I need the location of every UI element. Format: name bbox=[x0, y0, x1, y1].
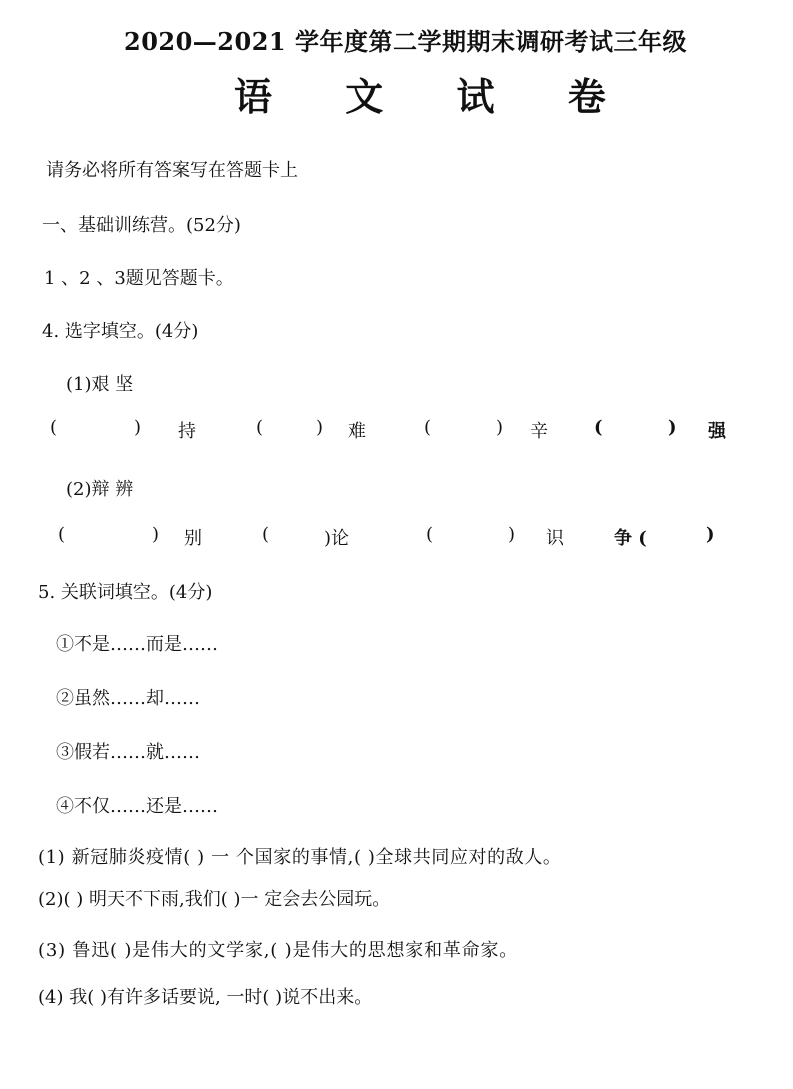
char-nan: 难 bbox=[348, 421, 366, 442]
q4-group2-label: (2)辩 辨 bbox=[66, 479, 134, 500]
q5-sentence: (2)( ) 明天不下雨,我们( )一 定会去公园玩。 bbox=[38, 889, 391, 910]
q4-heading: 4. 选字填空。(4分) bbox=[42, 321, 199, 342]
q5-sentence: (3) 鲁迅( )是伟大的文学家,( )是伟大的思想家和革命家。 bbox=[38, 940, 519, 961]
q4-group1-label: (1)艰 坚 bbox=[66, 374, 134, 395]
char-chi: 持 bbox=[178, 421, 196, 442]
paren-close: ) bbox=[496, 417, 504, 438]
paren-close: ) bbox=[134, 417, 142, 438]
exam-subtitle: 语 文 试 卷 bbox=[234, 74, 636, 119]
paren-close: ) bbox=[706, 524, 715, 545]
paren-close: ) bbox=[508, 524, 516, 545]
paren-open: ( bbox=[594, 417, 603, 438]
section1-note: 1 、2 、3题见答题卡。 bbox=[44, 268, 234, 289]
q5-option: ④不仅……还是…… bbox=[56, 796, 218, 817]
char-zheng: 争 ( bbox=[614, 528, 647, 549]
char-qiang: 强 bbox=[708, 421, 726, 442]
paren-open: ( bbox=[50, 417, 58, 438]
char-shi: 识 bbox=[546, 528, 564, 549]
q5-option: ①不是……而是…… bbox=[56, 634, 218, 655]
char-lun: )论 bbox=[324, 528, 350, 549]
instructions: 请务必将所有答案写在答题卡上 bbox=[46, 160, 298, 181]
section1-heading: 一、基础训练营。(52分) bbox=[42, 215, 241, 236]
paren-close: ) bbox=[316, 417, 324, 438]
paren-close: ) bbox=[152, 524, 160, 545]
exam-title: 2020—2021 学年度第二学期期末调研考试三年级 bbox=[124, 27, 687, 56]
q5-option: ③假若……就…… bbox=[56, 742, 200, 763]
paren-open: ( bbox=[256, 417, 264, 438]
q5-heading: 5. 关联词填空。(4分) bbox=[38, 582, 213, 603]
q5-sentence: (1) 新冠肺炎疫情( ) 一 个国家的事情,( )全球共同应对的敌人。 bbox=[38, 847, 562, 868]
char-xin: 辛 bbox=[530, 421, 548, 442]
paren-open: ( bbox=[426, 524, 434, 545]
q5-option: ②虽然……却…… bbox=[56, 688, 200, 709]
char-bie: 别 bbox=[184, 528, 202, 549]
paren-open: ( bbox=[424, 417, 432, 438]
paren-close: ) bbox=[668, 417, 677, 438]
paren-open: ( bbox=[262, 524, 270, 545]
q5-sentence: (4) 我( )有许多话要说, 一时( )说不出来。 bbox=[38, 987, 373, 1008]
paren-open: ( bbox=[58, 524, 66, 545]
